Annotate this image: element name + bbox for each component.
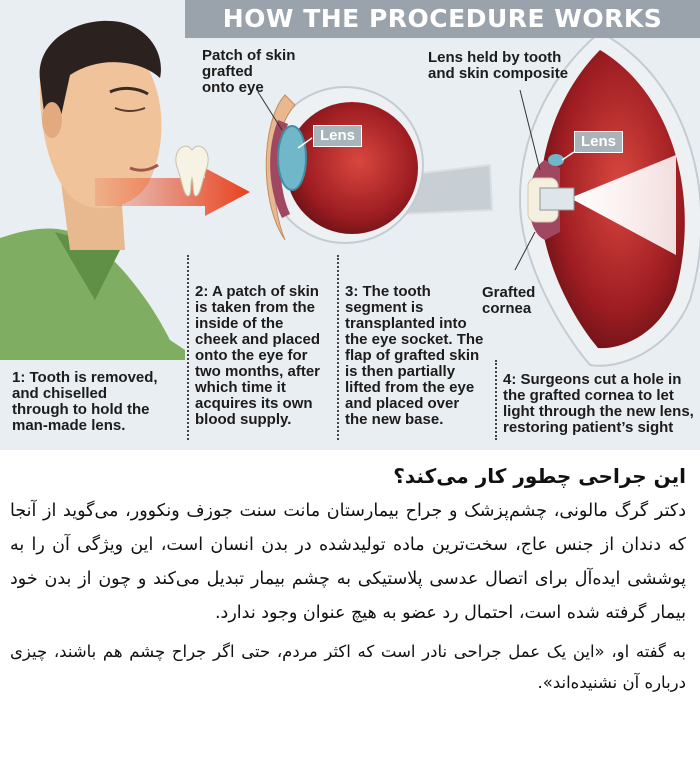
article-paragraph-1: دکتر گرگ مالونی، چشم‌پزشک و جراح بیمارستان مانت سنت جوزف ونکوور، می‌گوید از آنجا که دندان از جنس عاج، سخت‌ترین ماده تولیدشده در بدن انسان است، این ویژگی آن را به پوششی ایده‌آل برای اتصال عدسی پلاستیکی به چشم بیمار تبدیل می‌کند و چون از بدن خود بیمار گرفته شده است، احتمال رد عضو به هیچ عنوان وجود ندارد. [10,501,686,623]
lens-label-2: Lens [574,131,623,153]
step-1-text: 1: Tooth is removed, and chiselled through to hold the man-made lens. [12,369,158,434]
patch-of-skin-callout: Patch of skin grafted onto eye [202,47,296,96]
step-2-text: 2: A patch of skin is taken from the inside of the cheek and placed onto the eye for two months, after which time it acquires its own blood supply. [195,283,321,428]
divider-3 [495,360,497,440]
divider-2 [337,255,339,440]
lens-label-1: Lens [313,125,362,147]
article-paragraph-2: به گفته او، «این یک عمل جراحی نادر است که اکثر مردم، حتی اگر جراح چشم هم باشند، چیزی درباره آن نشنیده‌اند». [10,642,686,692]
lens-held-callout: Lens held by tooth and skin composite [428,49,569,82]
ear [42,102,62,138]
infographic-title: HOW THE PROCEDURE WORKS [185,0,700,38]
eye-diagram-2 [515,32,700,366]
step-4-text: 4: Surgeons cut a hole in the grafted cornea to let light through the new lens, restoring patient’s sight [503,371,694,436]
lens-2 [548,154,564,166]
eye-diagram-1 [258,87,492,243]
step-3-text: 3: The tooth segment is transplanted into the eye socket. The flap of grafted skin is then partially lifted from the eye and placed over the new base. [345,283,484,428]
article-body [0,450,700,770]
article-heading: این جراحی چطور کار می‌کند؟ [393,464,686,488]
lens-cylinder [540,188,574,210]
lens-1 [278,126,306,190]
divider-1 [187,255,189,440]
grafted-cornea-callout: Grafted cornea [482,284,536,317]
